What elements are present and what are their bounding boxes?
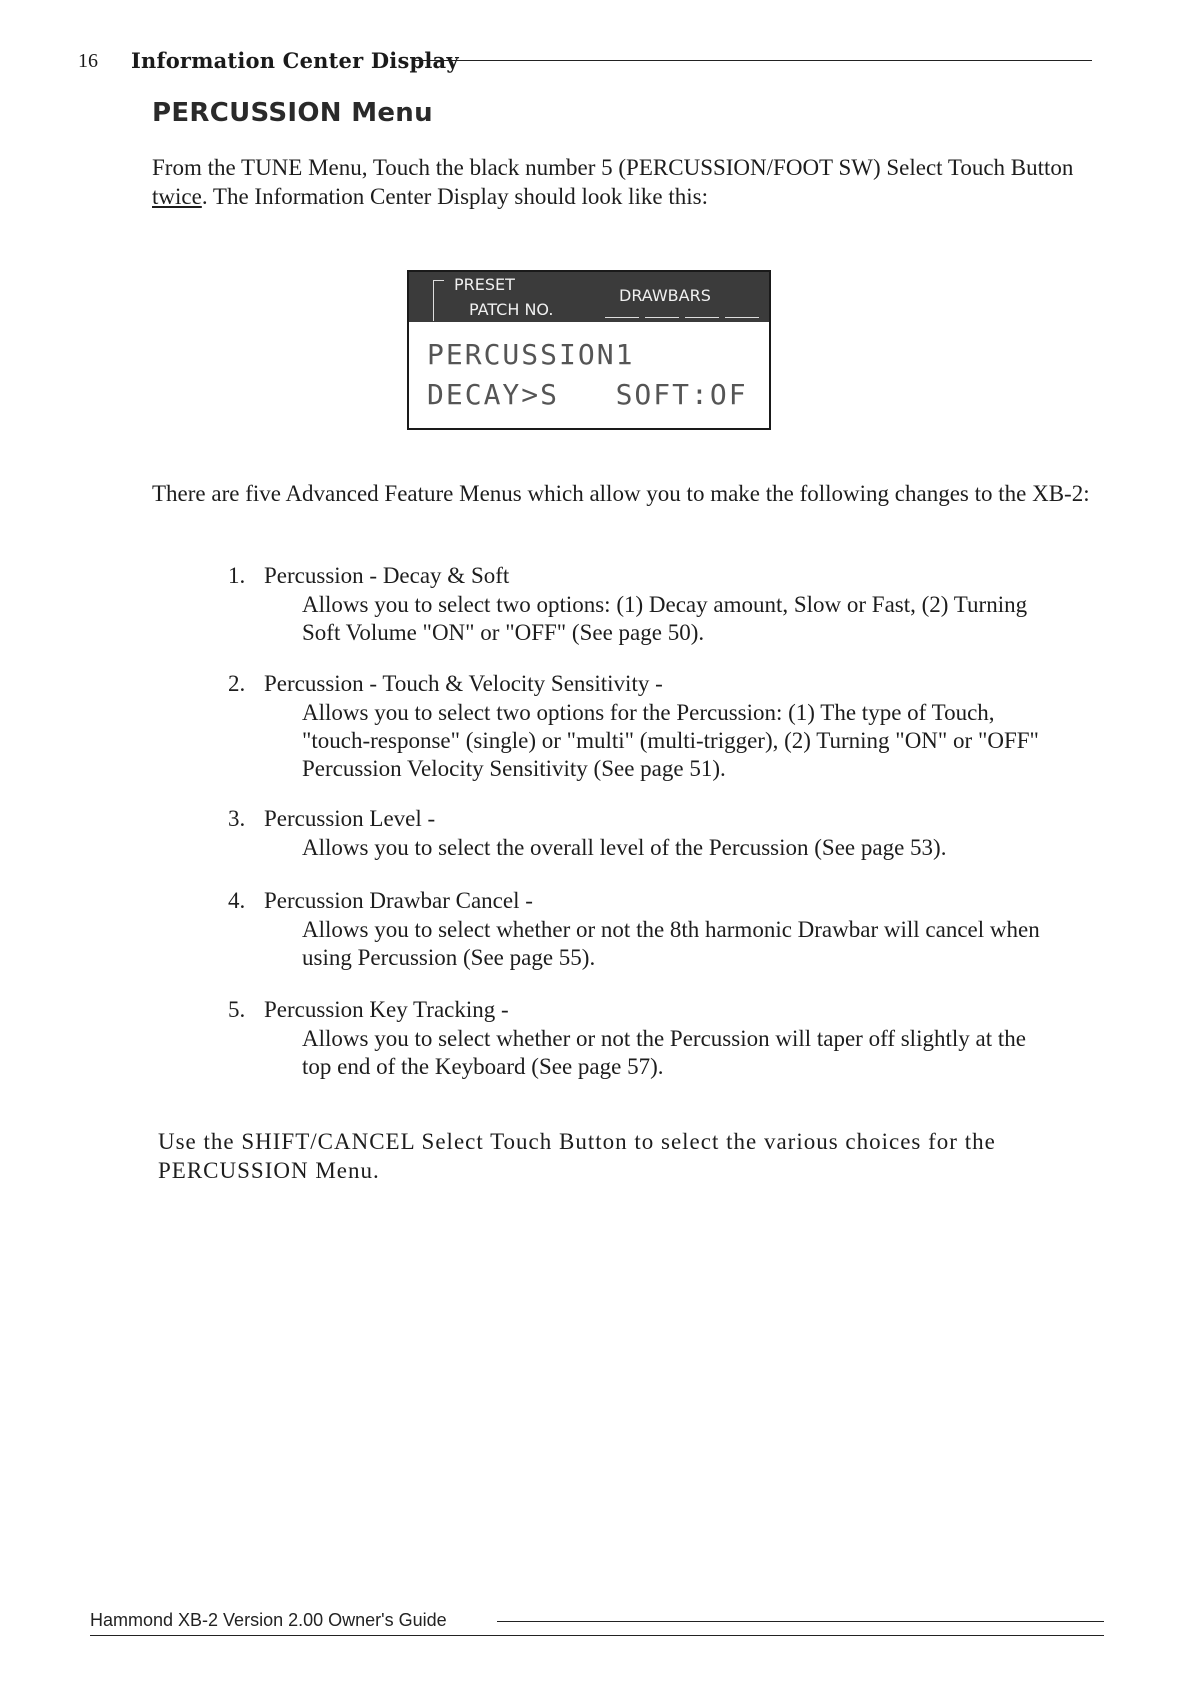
lcd-line-1: PERCUSSION1	[427, 338, 635, 371]
list-item-number: 2.	[228, 671, 246, 696]
intro-text-after: . The Information Center Display should look like this:	[201, 184, 708, 209]
lcd-header-bar	[409, 272, 769, 322]
list-item-body: Allows you to select two options: (1) Decay amount, Slow or Fast, (2) Turning Soft Volume "ON" or "OFF" (See page 50).	[302, 592, 1028, 645]
list-item-body: Allows you to select two options for the Percussion: (1) The type of Touch, "touch-response" (single) or "multi" (multi-trigger), (2) Turning "ON" or "OFF" Percussion Velocity Sensitivity (See page 51).	[302, 700, 1039, 781]
lcd-drawbar-tick	[685, 317, 719, 318]
lcd-preset-label: PRESET	[454, 275, 515, 294]
running-title: Information Center Display	[131, 48, 459, 73]
list-item-title: Percussion - Decay & Soft	[264, 563, 510, 588]
list-item-title: Percussion Key Tracking -	[264, 997, 509, 1022]
page-number: 16	[78, 50, 98, 72]
list-item-body: Allows you to select the overall level of the Percussion (See page 53).	[302, 835, 947, 860]
lcd-drawbars-label: DRAWBARS	[619, 286, 711, 305]
list-item-title: Percussion Level -	[264, 806, 436, 831]
list-item-body: Allows you to select whether or not the 8th harmonic Drawbar will cancel when using Percussion (See page 55).	[302, 917, 1040, 970]
lcd-drawbar-tick	[645, 317, 679, 318]
list-item-title: Percussion - Touch & Velocity Sensitivity -	[264, 671, 663, 696]
list-item-body: Allows you to select whether or not the Percussion will taper off slightly at the top end of the Keyboard (See page 57).	[302, 1026, 1026, 1079]
lcd-bracket	[433, 280, 444, 321]
list-item-number: 4.	[228, 888, 246, 913]
closing-paragraph: Use the SHIFT/CANCEL Select Touch Button to select the various choices for the PERCUSSION Menu.	[158, 1129, 996, 1183]
lcd-patch-label: PATCH NO.	[469, 300, 554, 319]
section-title: PERCUSSION Menu	[152, 98, 433, 128]
header-rule	[414, 60, 1092, 61]
lcd-drawbar-tick	[725, 317, 759, 318]
footer-text: Hammond XB-2 Version 2.00 Owner's Guide	[90, 1610, 447, 1630]
intro-text-before: From the TUNE Menu, Touch the black number 5 (PERCUSSION/FOOT SW) Select Touch Button	[152, 155, 1074, 180]
footer-rule	[90, 1635, 1104, 1636]
overview-paragraph: There are five Advanced Feature Menus which allow you to make the following changes to the XB-2:	[152, 481, 1090, 506]
intro-underlined-word: twice	[152, 184, 202, 209]
intro-paragraph	[152, 153, 1102, 211]
lcd-drawbar-tick	[605, 317, 639, 318]
footer-rule	[497, 1621, 1104, 1622]
list-item-title: Percussion Drawbar Cancel -	[264, 888, 533, 913]
list-item-number: 3.	[228, 806, 246, 831]
list-item-number: 5.	[228, 997, 246, 1022]
list-item-number: 1.	[228, 563, 246, 588]
lcd-display	[407, 270, 771, 430]
lcd-line-2: DECAY>S SOFT:OF	[427, 378, 748, 411]
